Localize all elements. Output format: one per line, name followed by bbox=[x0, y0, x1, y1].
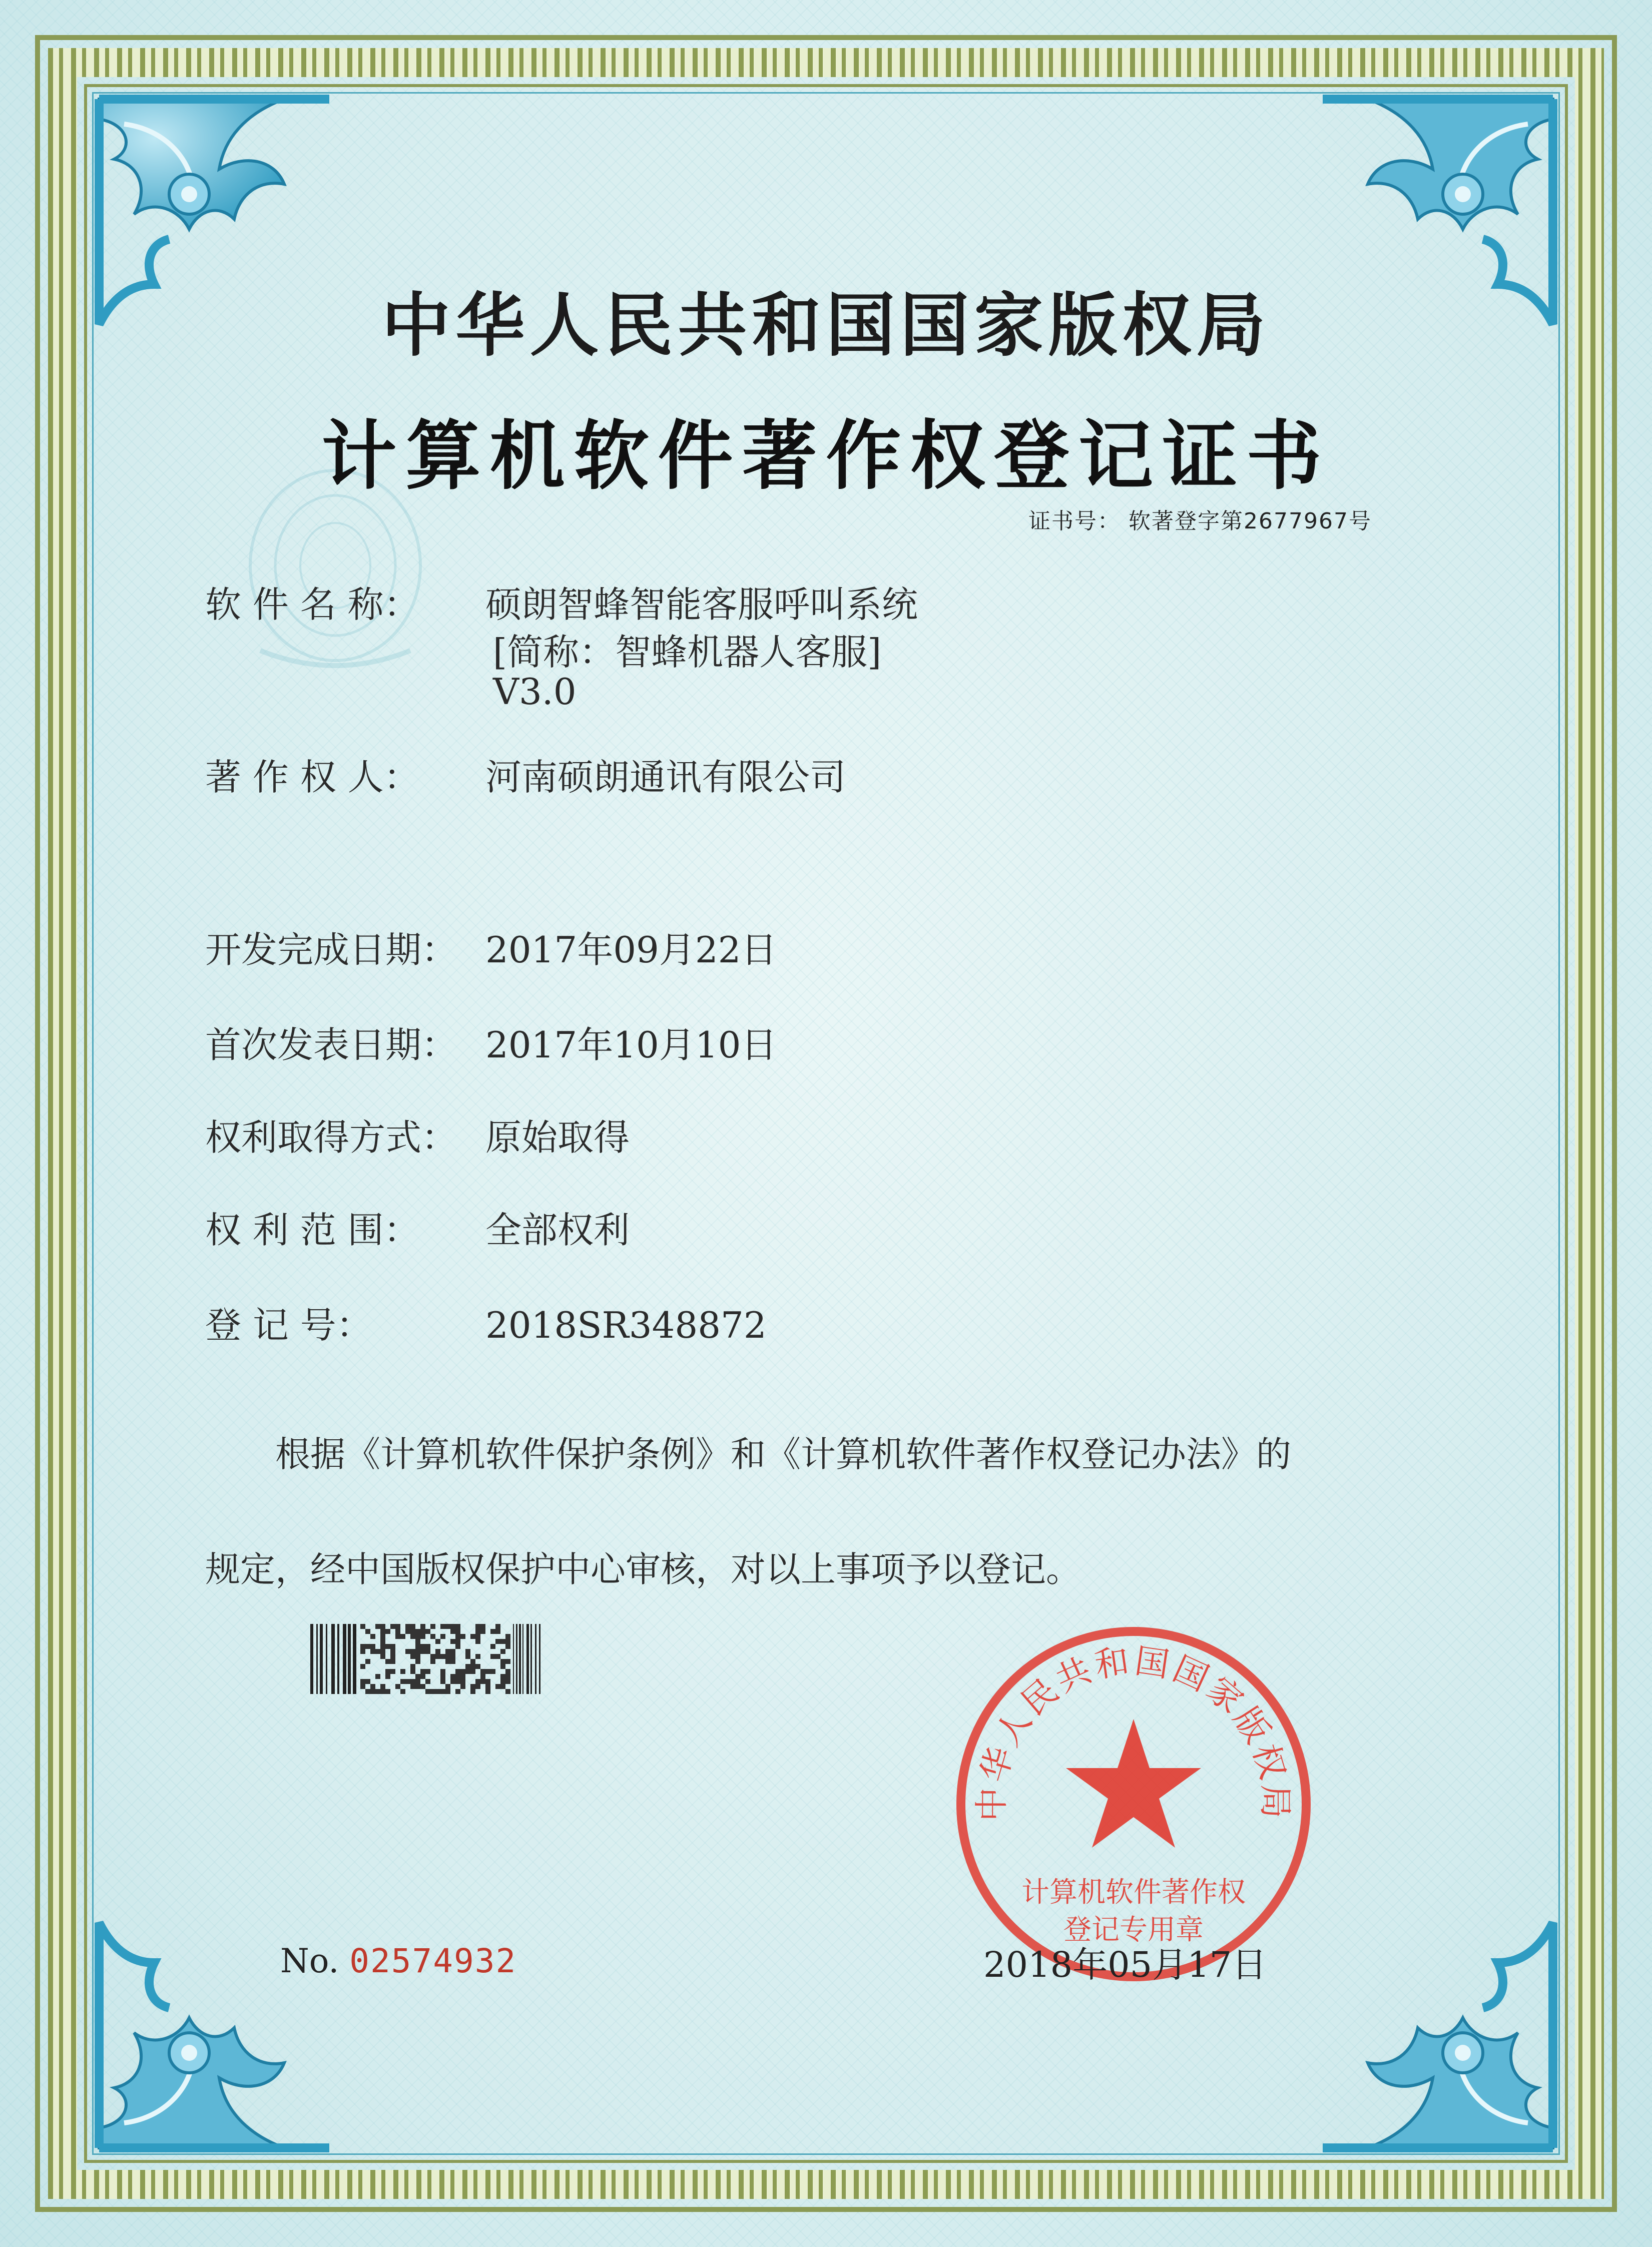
barcode-cell bbox=[420, 1674, 425, 1679]
barcode-bar bbox=[353, 1624, 356, 1694]
barcode-cell bbox=[485, 1669, 490, 1674]
barcode-cell bbox=[385, 1659, 390, 1664]
statement-line-2: 规定，经中国版权保护中心审核，对以上事项予以登记。 bbox=[205, 1549, 1081, 1590]
barcode-cell bbox=[380, 1634, 385, 1639]
barcode-cell bbox=[375, 1649, 380, 1654]
barcode-bar bbox=[513, 1624, 514, 1694]
software-version: V3.0 bbox=[493, 671, 577, 713]
statement-paragraph-2 bbox=[205, 1541, 1466, 1597]
barcode-cell bbox=[480, 1674, 485, 1679]
field-development-date bbox=[205, 921, 777, 973]
barcode-cell bbox=[450, 1654, 455, 1659]
barcode-cell bbox=[500, 1659, 505, 1664]
barcode-bar bbox=[326, 1624, 327, 1694]
field-value: 原始取得 bbox=[485, 1116, 630, 1159]
field-first-publication-date bbox=[205, 1016, 777, 1068]
barcode-cell bbox=[470, 1634, 475, 1639]
barcode-cell bbox=[365, 1659, 370, 1664]
barcode-cell bbox=[365, 1644, 370, 1649]
barcode-cell bbox=[405, 1629, 410, 1634]
barcode-cell bbox=[390, 1649, 395, 1654]
field-software-name bbox=[205, 576, 918, 628]
corner-ornament-bottom-left bbox=[94, 1893, 354, 2153]
barcode-cell bbox=[445, 1689, 450, 1694]
barcode-cell bbox=[400, 1679, 405, 1684]
barcode-cell bbox=[490, 1669, 495, 1674]
barcode-bar bbox=[320, 1624, 323, 1694]
barcode-cell bbox=[440, 1689, 445, 1694]
barcode-cell bbox=[500, 1679, 505, 1684]
barcode-cell bbox=[410, 1679, 415, 1684]
field-label: 登 记 号： bbox=[205, 1304, 372, 1346]
barcode-cell bbox=[445, 1684, 450, 1689]
barcode-cell bbox=[415, 1679, 420, 1684]
barcode-cell bbox=[415, 1644, 420, 1649]
barcode-cell bbox=[435, 1654, 440, 1659]
barcode-cell bbox=[450, 1649, 455, 1654]
barcode-cell bbox=[425, 1689, 430, 1694]
barcode-bar bbox=[316, 1624, 318, 1694]
barcode-cell bbox=[390, 1669, 395, 1674]
barcode-cell bbox=[450, 1639, 455, 1644]
barcode-cell bbox=[505, 1669, 510, 1674]
barcode-cell bbox=[475, 1634, 480, 1639]
barcode-cell bbox=[470, 1664, 475, 1669]
barcode-cell bbox=[370, 1689, 375, 1694]
barcode-cell bbox=[415, 1634, 420, 1639]
barcode-bar bbox=[519, 1624, 521, 1694]
barcode-cell bbox=[505, 1659, 510, 1664]
barcode-cell bbox=[420, 1644, 425, 1649]
barcode-cell bbox=[415, 1674, 420, 1679]
field-copyright-owner bbox=[205, 748, 846, 800]
barcode-cell bbox=[455, 1629, 460, 1634]
corner-ornament-bottom-right bbox=[1298, 1893, 1558, 2153]
barcode-cell bbox=[380, 1654, 385, 1659]
barcode-cell bbox=[465, 1654, 470, 1659]
barcode-cell bbox=[475, 1679, 480, 1684]
barcode-cell bbox=[495, 1624, 500, 1629]
barcode-cell bbox=[390, 1644, 395, 1649]
barcode-cell bbox=[410, 1649, 415, 1654]
barcode-cell bbox=[465, 1669, 470, 1674]
barcode-cell bbox=[455, 1669, 460, 1674]
official-seal bbox=[953, 1624, 1314, 1984]
serial-number bbox=[280, 1942, 516, 1980]
barcode-cell bbox=[450, 1674, 455, 1679]
field-label: 权 利 范 围： bbox=[205, 1209, 420, 1251]
barcode-cell bbox=[460, 1684, 465, 1689]
barcode-cell bbox=[470, 1659, 475, 1664]
barcode-cell bbox=[385, 1674, 390, 1679]
barcode-cell bbox=[450, 1624, 455, 1629]
barcode-cell bbox=[420, 1624, 425, 1629]
barcode-cell bbox=[470, 1684, 475, 1689]
field-value: 河南硕朗通讯有限公司 bbox=[485, 756, 846, 798]
barcode-cell bbox=[420, 1684, 425, 1689]
field-rights-scope bbox=[205, 1201, 630, 1253]
barcode-cell bbox=[445, 1659, 450, 1664]
barcode-cell bbox=[490, 1644, 495, 1649]
barcode-cell bbox=[390, 1659, 395, 1664]
barcode-cell bbox=[455, 1689, 460, 1694]
field-value: 全部权利 bbox=[485, 1209, 630, 1251]
field-label: 软 件 名 称： bbox=[205, 584, 420, 626]
barcode-cell bbox=[465, 1649, 470, 1654]
barcode-cell bbox=[410, 1624, 415, 1629]
barcode-cell bbox=[445, 1654, 450, 1659]
statement-line-1: 根据《计算机软件保护条例》和《计算机软件著作权登记办法》的 bbox=[275, 1434, 1291, 1475]
barcode-cell bbox=[385, 1669, 390, 1674]
barcode-cell bbox=[380, 1639, 385, 1644]
field-label: 首次发表日期： bbox=[205, 1024, 458, 1066]
barcode-cell bbox=[490, 1654, 495, 1659]
field-value: 2018SR348872 bbox=[485, 1304, 767, 1346]
barcode-cell bbox=[450, 1629, 455, 1634]
barcode-cell bbox=[460, 1669, 465, 1674]
barcode bbox=[310, 1624, 540, 1694]
barcode-cell bbox=[395, 1634, 400, 1639]
barcode-cell bbox=[375, 1689, 380, 1694]
barcode-cell bbox=[365, 1689, 370, 1694]
field-label: 权利取得方式： bbox=[205, 1116, 458, 1159]
issue-date: 2018年05月17日 bbox=[983, 1944, 1267, 1985]
barcode-cell bbox=[445, 1649, 450, 1654]
barcode-cell bbox=[370, 1649, 375, 1654]
barcode-cell bbox=[485, 1684, 490, 1689]
barcode-cell bbox=[455, 1679, 460, 1684]
barcode-cell bbox=[490, 1629, 495, 1634]
barcode-cell bbox=[410, 1664, 415, 1669]
barcode-cell bbox=[440, 1674, 445, 1679]
barcode-cell bbox=[475, 1664, 480, 1669]
barcode-cell bbox=[425, 1679, 430, 1684]
barcode-cell bbox=[500, 1649, 505, 1654]
barcode-cell bbox=[360, 1664, 365, 1669]
field-label: 开发完成日期： bbox=[205, 929, 458, 971]
barcode-cell bbox=[360, 1684, 365, 1689]
barcode-bar bbox=[522, 1624, 523, 1694]
barcode-cell bbox=[475, 1624, 480, 1629]
barcode-bar bbox=[535, 1624, 536, 1694]
barcode-cell bbox=[405, 1624, 410, 1629]
barcode-cell bbox=[395, 1624, 400, 1629]
barcode-cell bbox=[425, 1649, 430, 1654]
barcode-cell bbox=[465, 1664, 470, 1669]
barcode-cell bbox=[370, 1634, 375, 1639]
barcode-cell bbox=[470, 1689, 475, 1694]
barcode-cell bbox=[440, 1624, 445, 1629]
barcode-cell bbox=[410, 1669, 415, 1674]
field-value: 硕朗智蜂智能客服呼叫系统 bbox=[485, 584, 918, 626]
barcode-cell bbox=[435, 1649, 440, 1654]
barcode-cell bbox=[380, 1689, 385, 1694]
barcode-cell bbox=[380, 1629, 385, 1634]
barcode-cell bbox=[430, 1624, 435, 1629]
barcode-bar bbox=[516, 1624, 517, 1694]
star-icon bbox=[1066, 1719, 1201, 1848]
field-label: 著 作 权 人： bbox=[205, 756, 420, 798]
serial-value: 02574932 bbox=[349, 1942, 517, 1980]
seal-center-line-2: 登记专用章 bbox=[1063, 1914, 1204, 1946]
barcode-cell bbox=[495, 1654, 500, 1659]
barcode-cell bbox=[380, 1624, 385, 1629]
barcode-cell bbox=[405, 1679, 410, 1684]
certificate-title: 计算机软件著作权登记证书 bbox=[321, 412, 1331, 500]
barcode-cell bbox=[400, 1669, 405, 1674]
barcode-cell bbox=[430, 1689, 435, 1694]
barcode-cell bbox=[480, 1669, 485, 1674]
barcode-cell bbox=[445, 1624, 450, 1629]
barcode-cell bbox=[475, 1684, 480, 1689]
barcode-cell bbox=[500, 1674, 505, 1679]
barcode-cell bbox=[500, 1639, 505, 1644]
barcode-cell bbox=[450, 1679, 455, 1684]
barcode-cell bbox=[425, 1644, 430, 1649]
barcode-cell bbox=[485, 1689, 490, 1694]
barcode-cell bbox=[455, 1634, 460, 1639]
barcode-cell bbox=[415, 1649, 420, 1654]
barcode-cell bbox=[380, 1684, 385, 1689]
barcode-cell bbox=[430, 1634, 435, 1639]
barcode-cell bbox=[475, 1639, 480, 1644]
barcode-cell bbox=[360, 1644, 365, 1649]
barcode-cell bbox=[385, 1689, 390, 1694]
seal-center-line-1: 计算机软件著作权 bbox=[1021, 1876, 1246, 1909]
barcode-cell bbox=[495, 1684, 500, 1689]
barcode-cell bbox=[440, 1669, 445, 1674]
barcode-cell bbox=[475, 1654, 480, 1659]
barcode-cell bbox=[395, 1684, 400, 1689]
field-value: 2017年09月22日 bbox=[485, 929, 777, 971]
barcode-cell bbox=[505, 1634, 510, 1639]
barcode-cell bbox=[435, 1639, 440, 1644]
barcode-cell bbox=[385, 1644, 390, 1649]
barcode-cell bbox=[420, 1634, 425, 1639]
barcode-cell bbox=[505, 1674, 510, 1679]
barcode-cell bbox=[460, 1634, 465, 1639]
barcode-bar bbox=[348, 1624, 351, 1694]
barcode-cell bbox=[485, 1679, 490, 1684]
barcode-cell bbox=[475, 1629, 480, 1634]
barcode-cell bbox=[425, 1669, 430, 1674]
barcode-bar bbox=[526, 1624, 529, 1694]
barcode-cell bbox=[430, 1654, 435, 1659]
software-short-name: [简称：智蜂机器人客服] bbox=[493, 631, 882, 673]
barcode-cell bbox=[380, 1644, 385, 1649]
barcode-cell bbox=[480, 1624, 485, 1629]
barcode-cell bbox=[415, 1629, 420, 1634]
barcode-cell bbox=[440, 1654, 445, 1659]
barcode-cell bbox=[370, 1644, 375, 1649]
barcode-bar bbox=[310, 1624, 313, 1694]
barcode-cell bbox=[405, 1649, 410, 1654]
barcode-cell bbox=[505, 1644, 510, 1649]
serial-prefix: No. bbox=[280, 1942, 339, 1980]
field-registration-number bbox=[205, 1296, 767, 1348]
field-value: 2017年10月10日 bbox=[485, 1024, 777, 1066]
barcode-cell bbox=[365, 1679, 370, 1684]
barcode-cell bbox=[390, 1654, 395, 1659]
barcode-cell bbox=[435, 1689, 440, 1694]
certificate-number-value: 软著登字第2677967号 bbox=[1129, 508, 1372, 534]
issuing-authority: 中华人民共和国国家版权局 bbox=[381, 284, 1271, 366]
barcode-cell bbox=[470, 1669, 475, 1674]
barcode-cell bbox=[375, 1624, 380, 1629]
barcode-cell bbox=[505, 1689, 510, 1694]
barcode-bar bbox=[337, 1624, 339, 1694]
barcode-bar bbox=[530, 1624, 532, 1694]
barcode-cell bbox=[360, 1624, 365, 1629]
barcode-cell bbox=[360, 1649, 365, 1654]
barcode-cell bbox=[495, 1629, 500, 1634]
barcode-cell bbox=[425, 1629, 430, 1634]
barcode-cell bbox=[430, 1659, 435, 1664]
barcode-cell bbox=[420, 1629, 425, 1634]
barcode-cell bbox=[365, 1629, 370, 1634]
field-acquisition-method bbox=[205, 1108, 630, 1161]
barcode-cell bbox=[480, 1679, 485, 1684]
barcode-cell bbox=[400, 1634, 405, 1639]
certificate-number-label: 证书号： bbox=[1028, 508, 1121, 534]
barcode-cell bbox=[460, 1679, 465, 1684]
barcode-cell bbox=[400, 1689, 405, 1694]
statement-paragraph bbox=[205, 1426, 1466, 1482]
barcode-cell bbox=[380, 1649, 385, 1654]
barcode-cell bbox=[360, 1679, 365, 1684]
barcode-cell bbox=[385, 1629, 390, 1634]
barcode-cell bbox=[410, 1654, 415, 1659]
barcode-cell bbox=[495, 1639, 500, 1644]
barcode-cell bbox=[500, 1664, 505, 1669]
barcode-cell bbox=[450, 1659, 455, 1664]
barcode-cell bbox=[480, 1629, 485, 1634]
barcode-cell bbox=[415, 1659, 420, 1664]
barcode-cell bbox=[395, 1629, 400, 1634]
barcode-cell bbox=[375, 1674, 380, 1679]
barcode-cell bbox=[455, 1639, 460, 1644]
barcode-bar bbox=[539, 1624, 540, 1694]
barcode-cell bbox=[455, 1674, 460, 1679]
barcode-bar bbox=[343, 1624, 346, 1694]
barcode-cell bbox=[410, 1629, 415, 1634]
barcode-cell bbox=[455, 1644, 460, 1649]
barcode-cell bbox=[440, 1679, 445, 1684]
barcode-cell bbox=[390, 1624, 395, 1629]
barcode-cell bbox=[505, 1679, 510, 1684]
certificate-number bbox=[1028, 503, 1372, 535]
barcode-cell bbox=[460, 1674, 465, 1679]
barcode-cell bbox=[500, 1684, 505, 1689]
barcode-cell bbox=[420, 1649, 425, 1654]
barcode-cell bbox=[505, 1639, 510, 1644]
barcode-cell bbox=[410, 1684, 415, 1689]
barcode-cell bbox=[455, 1624, 460, 1629]
barcode-cell bbox=[410, 1634, 415, 1639]
barcode-bar bbox=[331, 1624, 335, 1694]
barcode-cell bbox=[370, 1684, 375, 1689]
barcode-cell bbox=[415, 1684, 420, 1689]
barcode-cell bbox=[415, 1639, 420, 1644]
barcode-cell bbox=[440, 1634, 445, 1639]
barcode-cell bbox=[415, 1654, 420, 1659]
seal-ring-text: 中华人民共和国国家版权局 bbox=[972, 1641, 1295, 1822]
barcode-cell bbox=[420, 1669, 425, 1674]
